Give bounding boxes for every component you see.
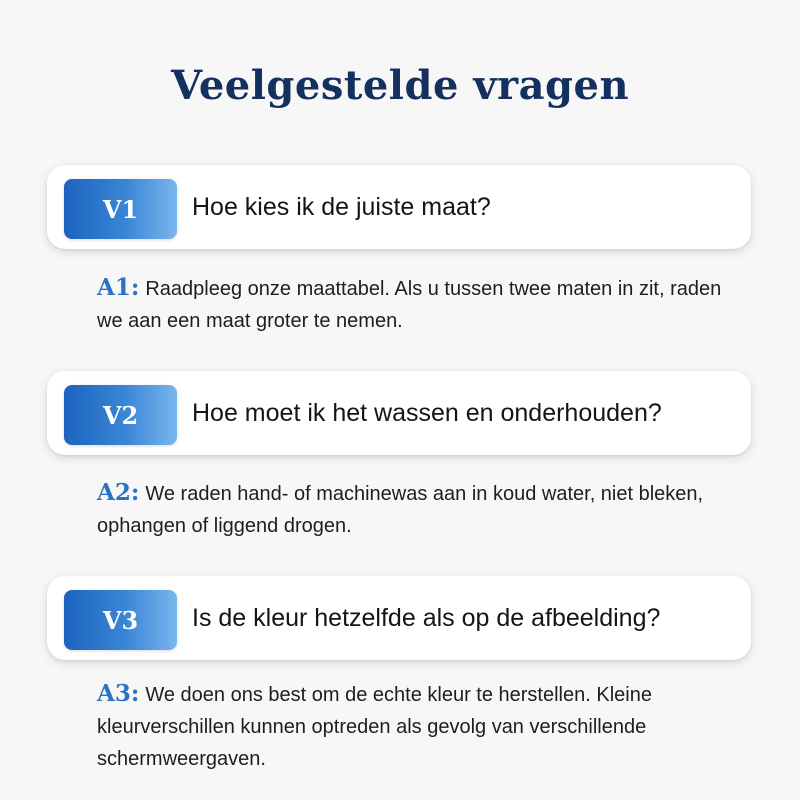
answer-label-1: A1: (97, 274, 140, 301)
question-text-2: Hoe moet ik het wassen en onderhouden? (192, 398, 662, 427)
answer-block-2 (97, 477, 737, 542)
answer-text-3: We doen ons best om de echte kleur te herstellen. Kleine kleurverschillen kunnen optreden als gevolg van verschillende schermweergaven. (97, 684, 652, 770)
question-card-1 (47, 165, 751, 249)
question-card-2 (47, 371, 751, 455)
question-badge-2: V2 (64, 385, 177, 445)
question-text-1: Hoe kies ik de juiste maat? (192, 192, 491, 221)
question-badge-1: V1 (64, 179, 177, 239)
answer-label-2: A2: (97, 479, 140, 506)
answer-block-1 (97, 272, 737, 337)
page-title: Veelgestelde vragen (170, 62, 630, 109)
answer-text-1: Raadpleeg onze maattabel. Als u tussen twee maten in zit, raden we aan een maat groter te nemen. (97, 278, 722, 332)
answer-block-3 (97, 678, 737, 775)
question-card-3 (47, 576, 751, 660)
question-badge-3: V3 (64, 590, 177, 650)
answer-text-2: We raden hand- of machinewas aan in koud water, niet bleken, ophangen of liggend drogen. (97, 483, 704, 537)
question-text-3: Is de kleur hetzelfde als op de afbeelding? (192, 603, 661, 632)
answer-label-3: A3: (97, 680, 140, 707)
